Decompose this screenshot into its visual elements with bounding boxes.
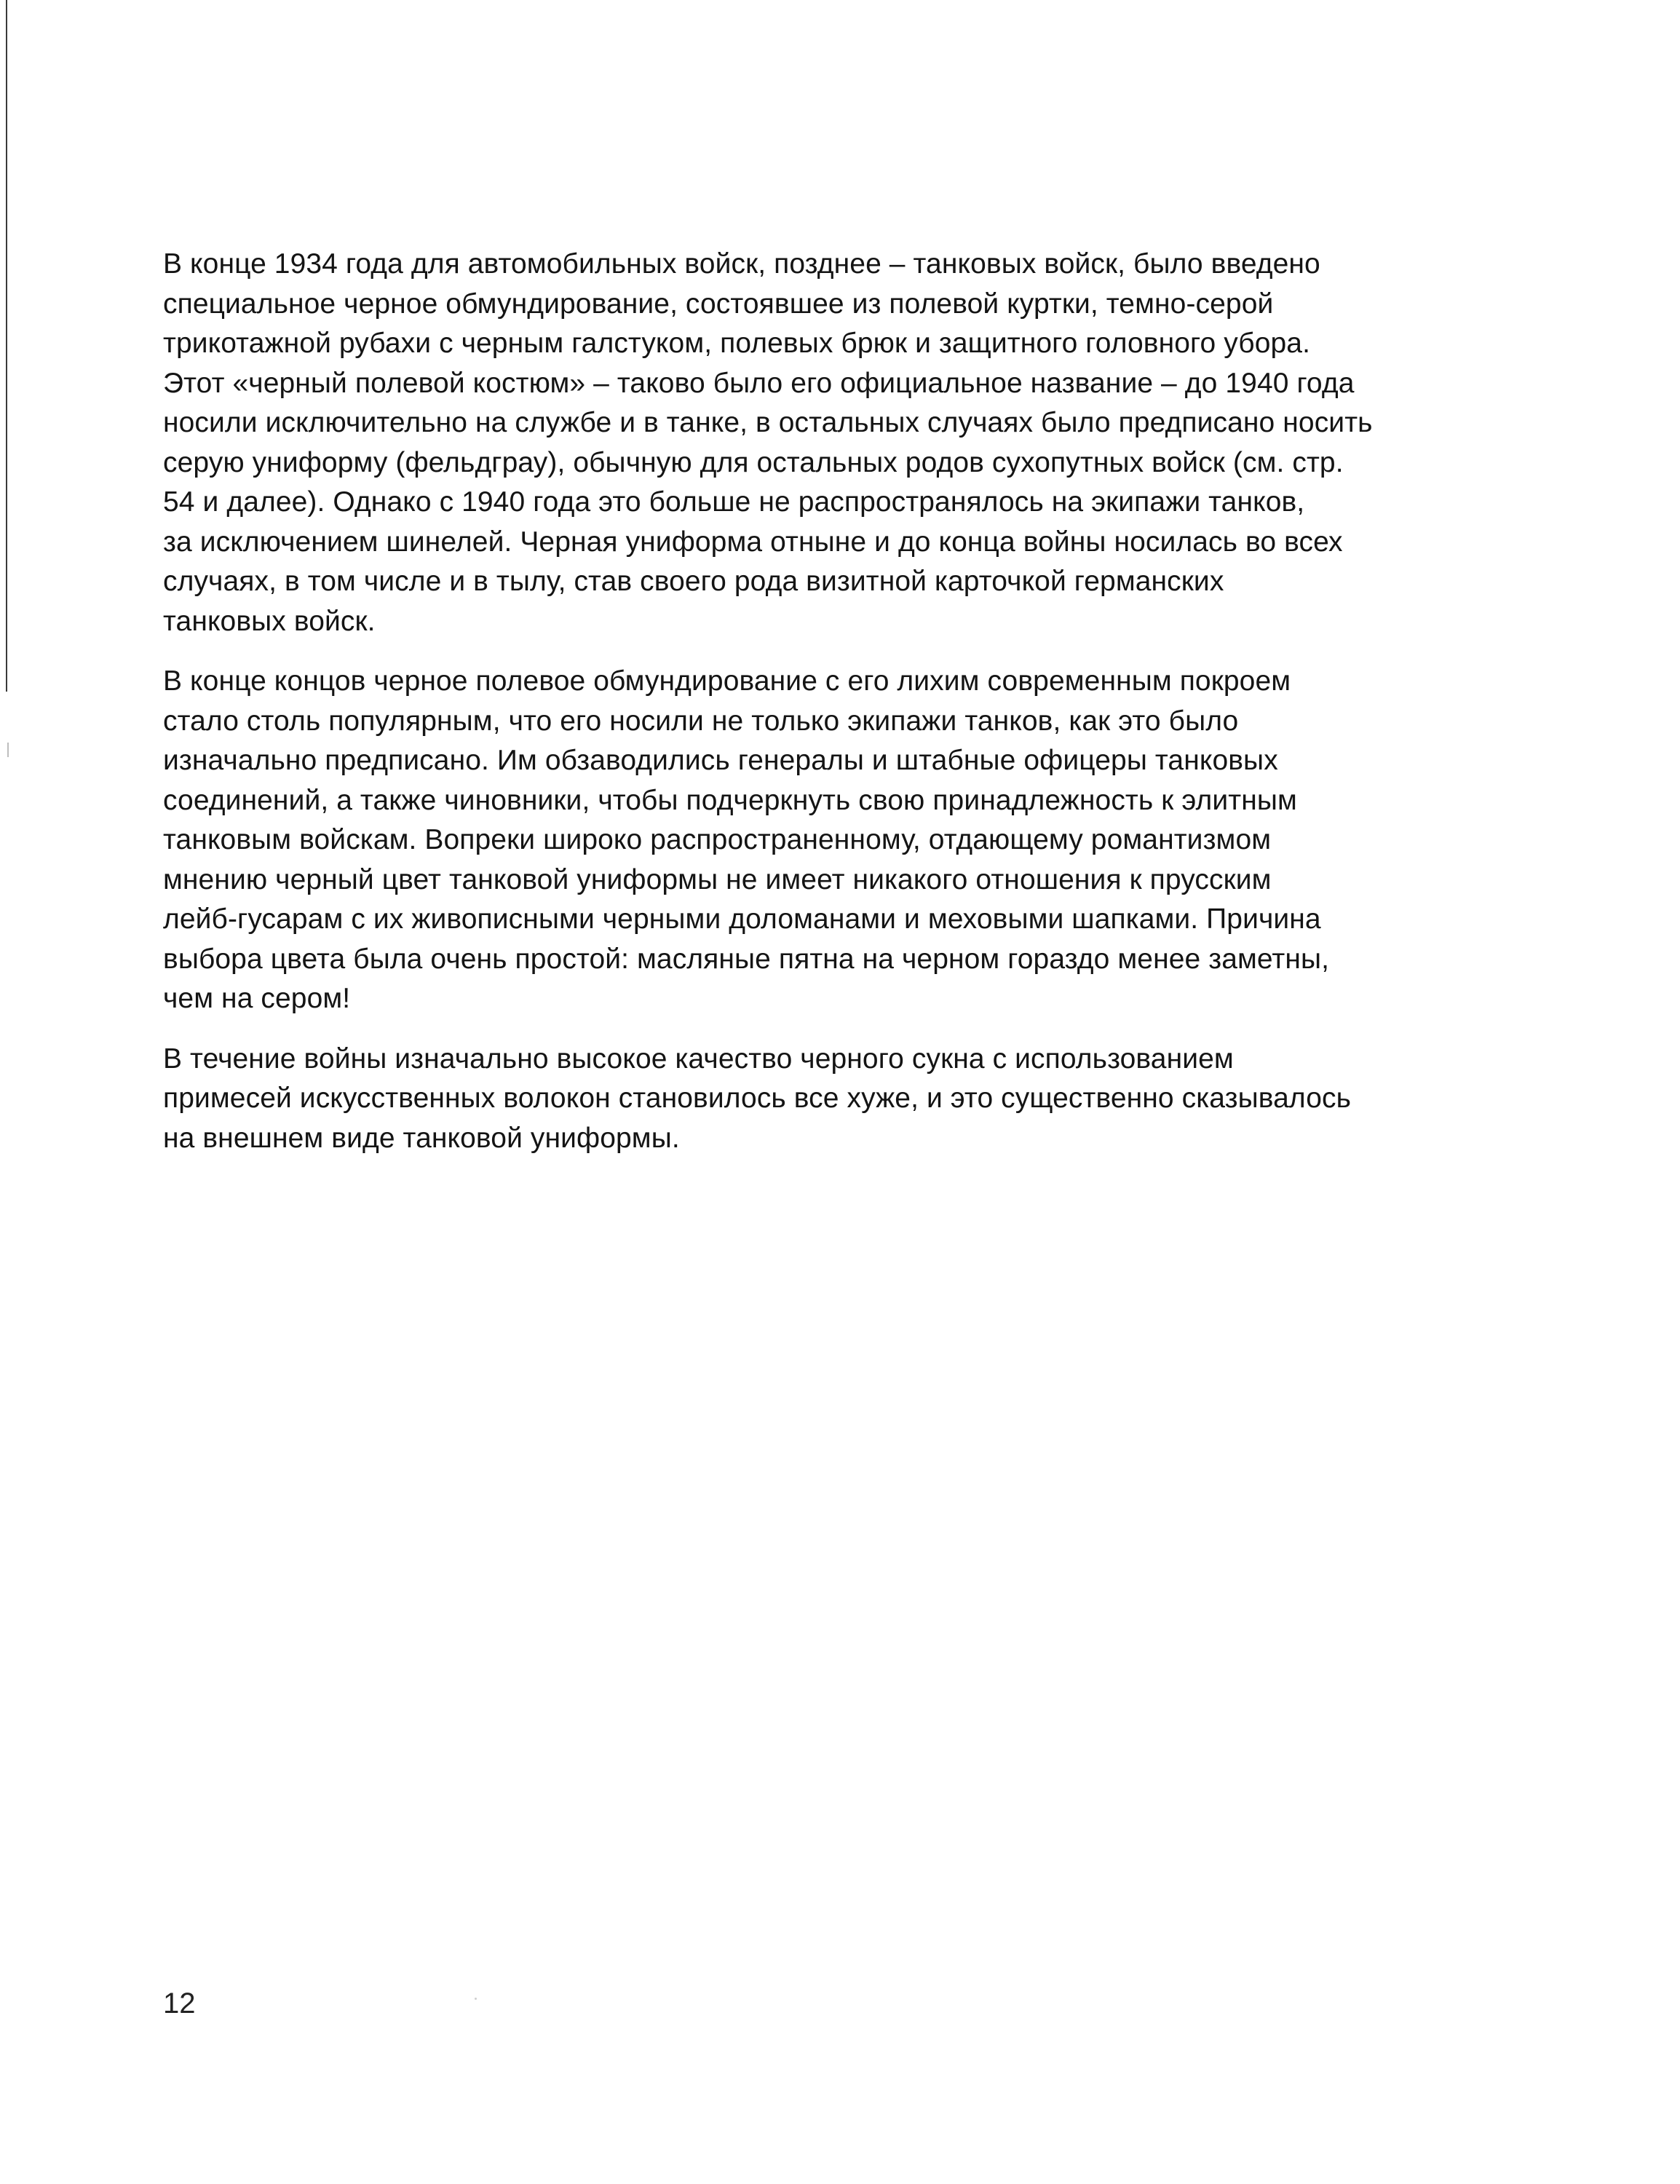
- paragraph-1: В конце 1934 года для автомобильных войск, позднее – танковых войск, было введено специальное черное обмундирование, состоявшее из полевой куртки, темно-серой трикотажной рубахи с черным галстуком, полевых брюк и защитного головного убора. Этот «черный полевой костюм» – таково было его официальное название – до 1940 года носили исключительно на службе и в танке, в остальных случаях было предписано носить серую униформу (фельдграу), обычную для остальных родов сухопутных войск (см. стр. 54 и далее). Однако с 1940 года это больше не распространялось на экипажи танков, за исключением шинелей. Черная униформа отныне и до конца войны носилась во всех случаях, в том числе и в тылу, став своего рода визитной карточкой германских танковых войск.: [163, 248, 1373, 637]
- scan-margin-line: [6, 0, 7, 692]
- page-number: 12: [163, 1987, 196, 2019]
- scan-speck: [475, 1998, 477, 2000]
- scan-mark: [7, 743, 9, 757]
- body-text: [163, 245, 1590, 1179]
- paragraph-3: В течение войны изначально высокое качество черного сукна с использованием примесей искусственных волокон становилось все хуже, и это существенно сказывалось на внешнем виде танковой униформы.: [163, 1042, 1352, 1154]
- paragraph-2: В конце концов черное полевое обмундирование с его лихим современным покроем стало столь популярным, что его носили не только экипажи танков, как это было изначально предписано. Им обзаводились генералы и штабные офицеры танковых соединений, а также чиновники, чтобы подчеркнуть свою принадлежность к элитным танковым войскам. Вопреки широко распространенному, отдающему романтизмом мнению черный цвет танковой униформы не имеет никакого отношения к прусским лейб-гусарам с их живописными черными доломанами и меховыми шапками. Причина выбора цвета была очень простой: масляные пятна на черном гораздо менее заметны, чем на сером!: [163, 665, 1330, 1014]
